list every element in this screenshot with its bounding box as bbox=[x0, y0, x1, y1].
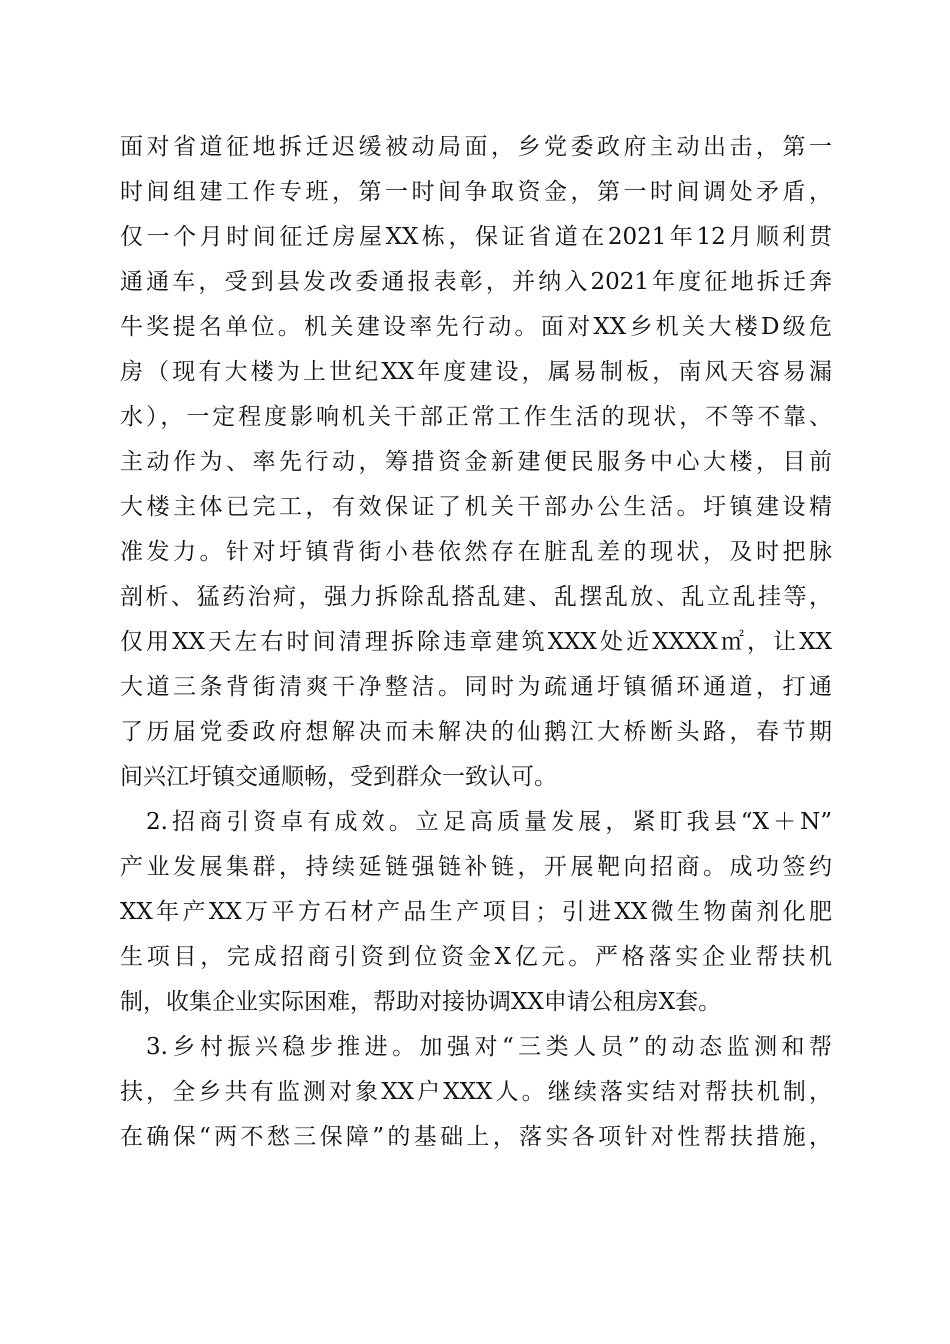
paragraph-line: 面对省道征地拆迁迟缓被动局面，乡党委政府主动出击，第一 bbox=[120, 134, 832, 160]
paragraph-line: 制，收集企业实际困难，帮助对接协调XX申请公租房X套。 bbox=[120, 989, 722, 1015]
paragraph-line: 主动作为、率先行动，筹措资金新建便民服务中心大楼，目前 bbox=[120, 449, 832, 475]
paragraph-line: 生项目，完成招商引资到位资金X亿元。严格落实企业帮扶机 bbox=[120, 944, 832, 970]
paragraph-line: 通通车，受到县发改委通报表彰，并纳入2021年度征地拆迁奔 bbox=[120, 269, 832, 295]
paragraph-line: 间兴江圩镇交通顺畅，受到群众一致认可。 bbox=[120, 764, 557, 790]
paragraph-line: XX年产XX万平方石材产品生产项目；引进XX微生物菌剂化肥 bbox=[120, 899, 832, 925]
paragraph-line: 产业发展集群，持续延链强链补链，开展靶向招商。成功签约 bbox=[120, 854, 832, 880]
paragraph-line: 仅一个月时间征迁房屋XX栋，保证省道在2021年12月顺利贯 bbox=[120, 224, 832, 250]
paragraph-line: 大楼主体已完工，有效保证了机关干部办公生活。圩镇建设精 bbox=[120, 494, 832, 520]
paragraph-line: 房（现有大楼为上世纪XX年度建设，属易制板，南风天容易漏 bbox=[120, 359, 832, 385]
paragraph-line: 2.招商引资卓有成效。立足高质量发展，紧盯我县“X＋N” bbox=[146, 809, 832, 835]
paragraph-line: 时间组建工作专班，第一时间争取资金，第一时间调处矛盾， bbox=[120, 179, 832, 205]
paragraph-line: 扶，全乡共有监测对象XX户XXX人。继续落实结对帮扶机制， bbox=[120, 1079, 832, 1105]
paragraph-line: 水），一定程度影响机关干部正常工作生活的现状，不等不靠、 bbox=[120, 404, 832, 430]
paragraph-line: 在确保“两不愁三保障”的基础上，落实各项针对性帮扶措施， bbox=[120, 1124, 832, 1150]
paragraph-line: 3.乡村振兴稳步推进。加强对“三类人员”的动态监测和帮 bbox=[146, 1034, 832, 1060]
paragraph-line: 了历届党委政府想解决而未解决的仙鹅江大桥断头路，春节期 bbox=[120, 719, 832, 745]
document-body bbox=[120, 125, 832, 1160]
paragraph-line: 牛奖提名单位。机关建设率先行动。面对XX乡机关大楼D级危 bbox=[120, 314, 832, 340]
paragraph-line: 大道三条背街清爽干净整洁。同时为疏通圩镇循环通道，打通 bbox=[120, 674, 832, 700]
paragraph-line: 仅用XX天左右时间清理拆除违章建筑XXX处近XXXX㎡，让XX bbox=[120, 629, 832, 655]
paragraph-1 bbox=[120, 125, 832, 800]
paragraph-line: 准发力。针对圩镇背街小巷依然存在脏乱差的现状，及时把脉 bbox=[120, 539, 832, 565]
paragraph-2 bbox=[120, 800, 832, 1025]
paragraph-line: 剖析、猛药治疴，强力拆除乱搭乱建、乱摆乱放、乱立乱挂等， bbox=[120, 584, 832, 610]
paragraph-3 bbox=[120, 1025, 832, 1160]
